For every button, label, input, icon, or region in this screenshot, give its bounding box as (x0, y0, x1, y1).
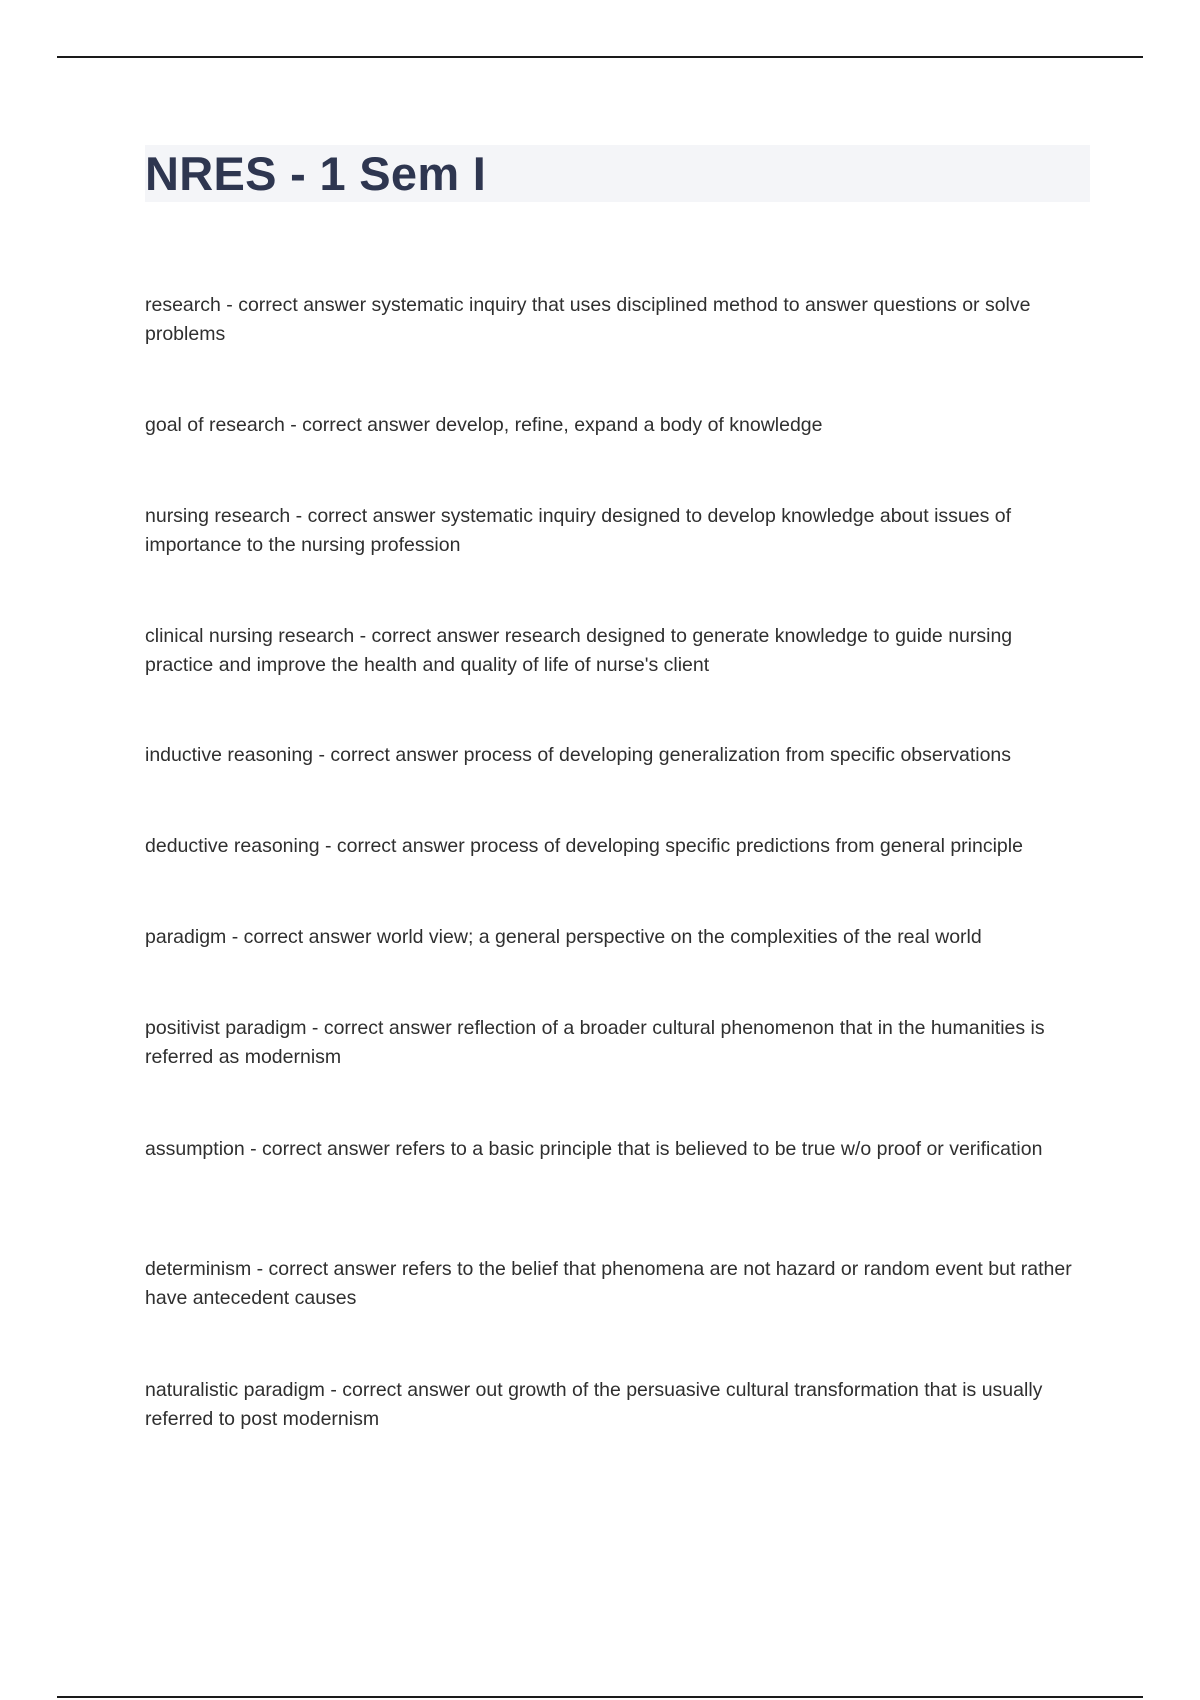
entry-positivist-paradigm: positivist paradigm - correct answer reflection of a broader cultural phenomenon that in the humanities is referred as modernism (145, 1017, 1045, 1068)
entry-inductive-reasoning: inductive reasoning - correct answer process of developing generalization from specific observations (145, 744, 1012, 766)
entry-assumption: assumption - correct answer refers to a basic principle that is believed to be true w/o proof or verification (145, 1138, 1043, 1160)
entry-nursing-research: nursing research - correct answer systematic inquiry designed to develop knowledge about issues of importance to the nursing profession (145, 505, 1012, 556)
entry-deductive-reasoning: deductive reasoning - correct answer process of developing specific predictions from general principle (145, 835, 1023, 857)
entry-clinical-nursing-research: clinical nursing research - correct answer research designed to generate knowledge to guide nursing practice and improve the health and quality of life of nurse's client (145, 625, 1013, 676)
entry-paradigm: paradigm - correct answer world view; a general perspective on the complexities of the real world (145, 926, 982, 948)
bottom-rule (57, 1696, 1143, 1698)
page-title: NRES - 1 Sem I (145, 147, 487, 200)
entry-research: research - correct answer systematic inquiry that uses disciplined method to answer questions or solve problems (145, 294, 1031, 345)
entry-determinism: determinism - correct answer refers to the belief that phenomena are not hazard or random event but rather have antecedent causes (145, 1258, 1072, 1309)
entry-goal-of-research: goal of research - correct answer develop, refine, expand a body of knowledge (145, 414, 823, 436)
entry-naturalistic-paradigm: naturalistic paradigm - correct answer out growth of the persuasive cultural transformation that is usually referred to post modernism (145, 1379, 1043, 1430)
top-rule (57, 56, 1143, 58)
